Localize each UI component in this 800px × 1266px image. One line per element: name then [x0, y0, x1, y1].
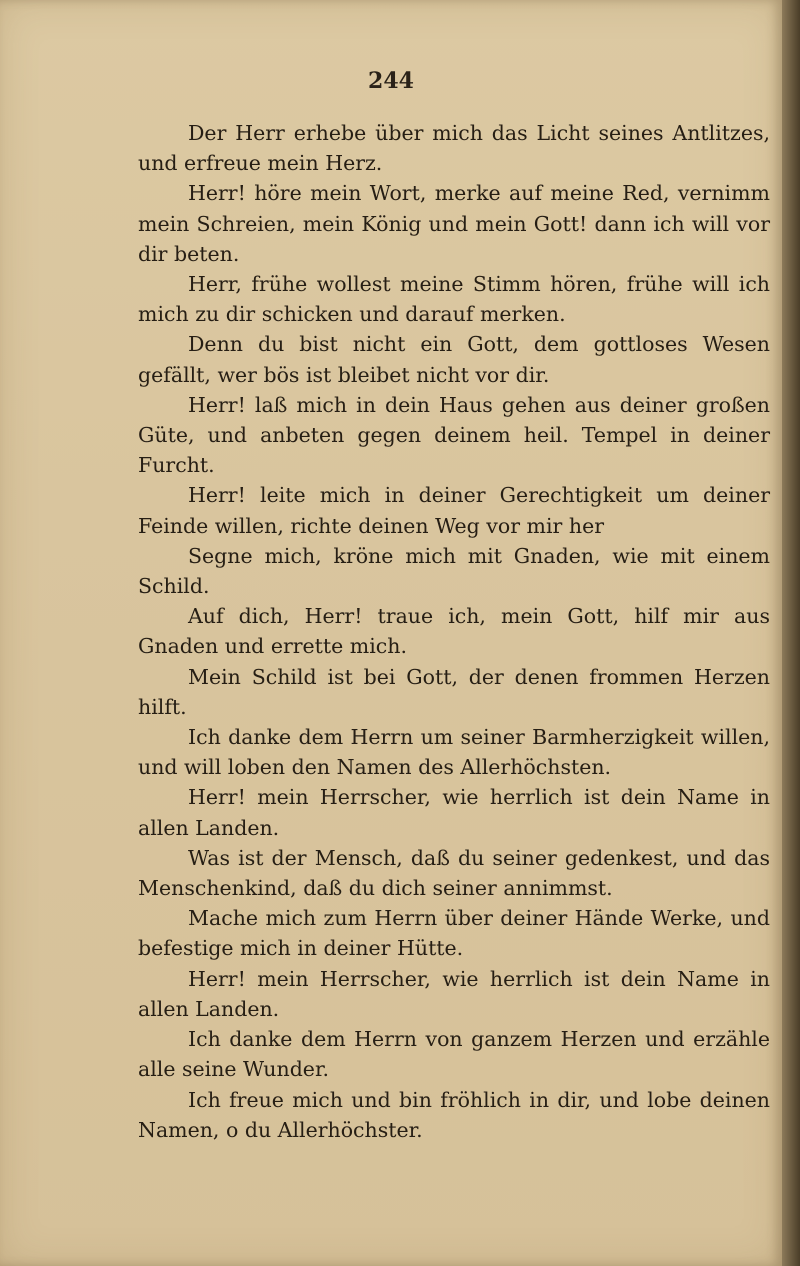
page-number: 244 — [368, 68, 414, 94]
paragraph-11: Herr! mein Herrscher, wie herrlich ist dein Name in allen Landen. — [138, 785, 770, 840]
page-text — [138, 118, 770, 1145]
paragraph-14: Herr! mein Herrscher, wie herrlich ist dein Name in allen Landen. — [138, 966, 770, 1021]
paragraph-15: Ich danke dem Herrn von ganzem Herzen und erzähle alle seine Wunder. — [138, 1027, 770, 1082]
paragraph-4: Denn du bist nicht ein Gott, dem gottloses Wesen gefällt, wer bös ist bleibet nicht vor dir. — [138, 332, 770, 387]
paragraph-10: Ich danke dem Herrn um seiner Barmherzigkeit willen, und will loben den Namen des Allerhöchsten. — [138, 725, 770, 780]
paragraph-5: Herr! laß mich in dein Haus gehen aus deiner großen Güte, und anbeten gegen deinem heil. Tempel in deiner Furcht. — [138, 392, 770, 478]
paragraph-12: Was ist der Mensch, daß du seiner gedenkest, und das Menschenkind, daß du dich seiner annimmst. — [138, 845, 770, 901]
paragraph-9: Mein Schild ist bei Gott, der denen frommen Herzen hilft. — [138, 664, 770, 719]
paragraph-13: Mache mich zum Herrn über deiner Hände Werke, und befestige mich in deiner Hütte. — [138, 906, 770, 961]
paragraph-7: Segne mich, kröne mich mit Gnaden, wie mit einem Schild. — [138, 543, 770, 599]
paragraph-6: Herr! leite mich in deiner Gerechtigkeit um deiner Feinde willen, richte deinen Weg vor mir her — [138, 483, 770, 538]
paragraph-8: Auf dich, Herr! traue ich, mein Gott, hilf mir aus Gnaden und errette mich. — [138, 604, 770, 659]
paragraph-3: Herr, frühe wollest meine Stimm hören, frühe will ich mich zu dir schicken und darauf merken. — [138, 272, 770, 327]
book-edge — [782, 0, 800, 1266]
paragraph-2: Herr! höre mein Wort, merke auf meine Red, vernimm mein Schreien, mein König und mein Gott! dann ich will vor dir beten. — [138, 181, 770, 266]
paragraph-16: Ich freue mich und bin fröhlich in dir, und lobe deinen Namen, o du Allerhöchster. — [138, 1087, 770, 1142]
paragraph-1: Der Herr erhebe über mich das Licht seines Antlitzes, und erfreue mein Herz. — [138, 121, 770, 176]
